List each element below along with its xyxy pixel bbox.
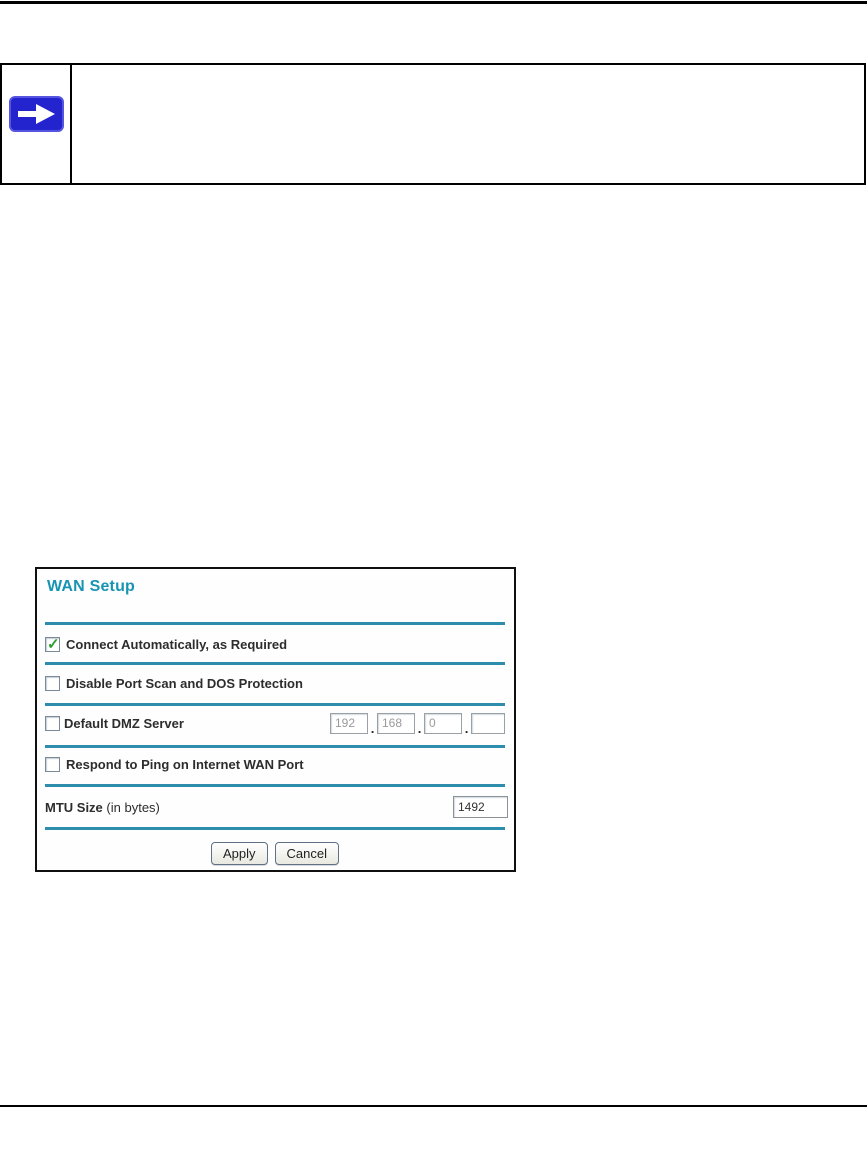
wan-setup-dialog	[35, 567, 516, 872]
divider	[45, 827, 505, 830]
default-dmz-row	[45, 712, 505, 734]
dmz-ip-address-group	[330, 713, 505, 734]
disable-port-scan-label: Disable Port Scan and DOS Protection	[66, 675, 303, 691]
note-callout-box	[0, 63, 866, 185]
arrow-right-icon	[9, 96, 64, 132]
default-dmz-label: Default DMZ Server	[64, 715, 184, 731]
page-header-rule	[0, 1, 867, 4]
ip-dot-separator: .	[464, 720, 469, 736]
divider	[45, 745, 505, 748]
respond-ping-label: Respond to Ping on Internet WAN Port	[66, 756, 304, 772]
divider	[45, 784, 505, 787]
mtu-size-input[interactable]	[453, 796, 508, 818]
connect-automatically-row	[45, 635, 505, 653]
note-icon-cell	[2, 65, 72, 183]
divider	[45, 622, 505, 625]
apply-button[interactable]: Apply	[211, 842, 268, 865]
dmz-ip-octet-1-input[interactable]	[330, 713, 368, 734]
dmz-ip-octet-3-input[interactable]	[424, 713, 462, 734]
page-footer-rule	[0, 1105, 867, 1107]
divider	[45, 662, 505, 665]
connect-automatically-checkbox[interactable]	[45, 637, 60, 652]
dialog-title: WAN Setup	[47, 578, 136, 595]
cancel-button[interactable]: Cancel	[275, 842, 339, 865]
disable-port-scan-checkbox[interactable]	[45, 676, 60, 691]
ip-dot-separator: .	[417, 720, 422, 736]
respond-ping-row	[45, 755, 505, 773]
connect-automatically-label: Connect Automatically, as Required	[66, 636, 288, 652]
dmz-ip-octet-4-input[interactable]	[471, 713, 505, 734]
disable-port-scan-row	[45, 674, 505, 692]
mtu-size-label: MTU Size (in bytes)	[45, 799, 160, 815]
default-dmz-checkbox[interactable]	[45, 716, 60, 731]
mtu-size-row	[45, 795, 508, 819]
dialog-button-row	[45, 841, 505, 865]
dmz-ip-octet-2-input[interactable]	[377, 713, 415, 734]
divider	[45, 703, 505, 706]
note-text-area	[72, 65, 864, 183]
mtu-size-label-suffix: (in bytes)	[106, 799, 160, 815]
respond-ping-checkbox[interactable]	[45, 757, 60, 772]
ip-dot-separator: .	[370, 720, 375, 736]
